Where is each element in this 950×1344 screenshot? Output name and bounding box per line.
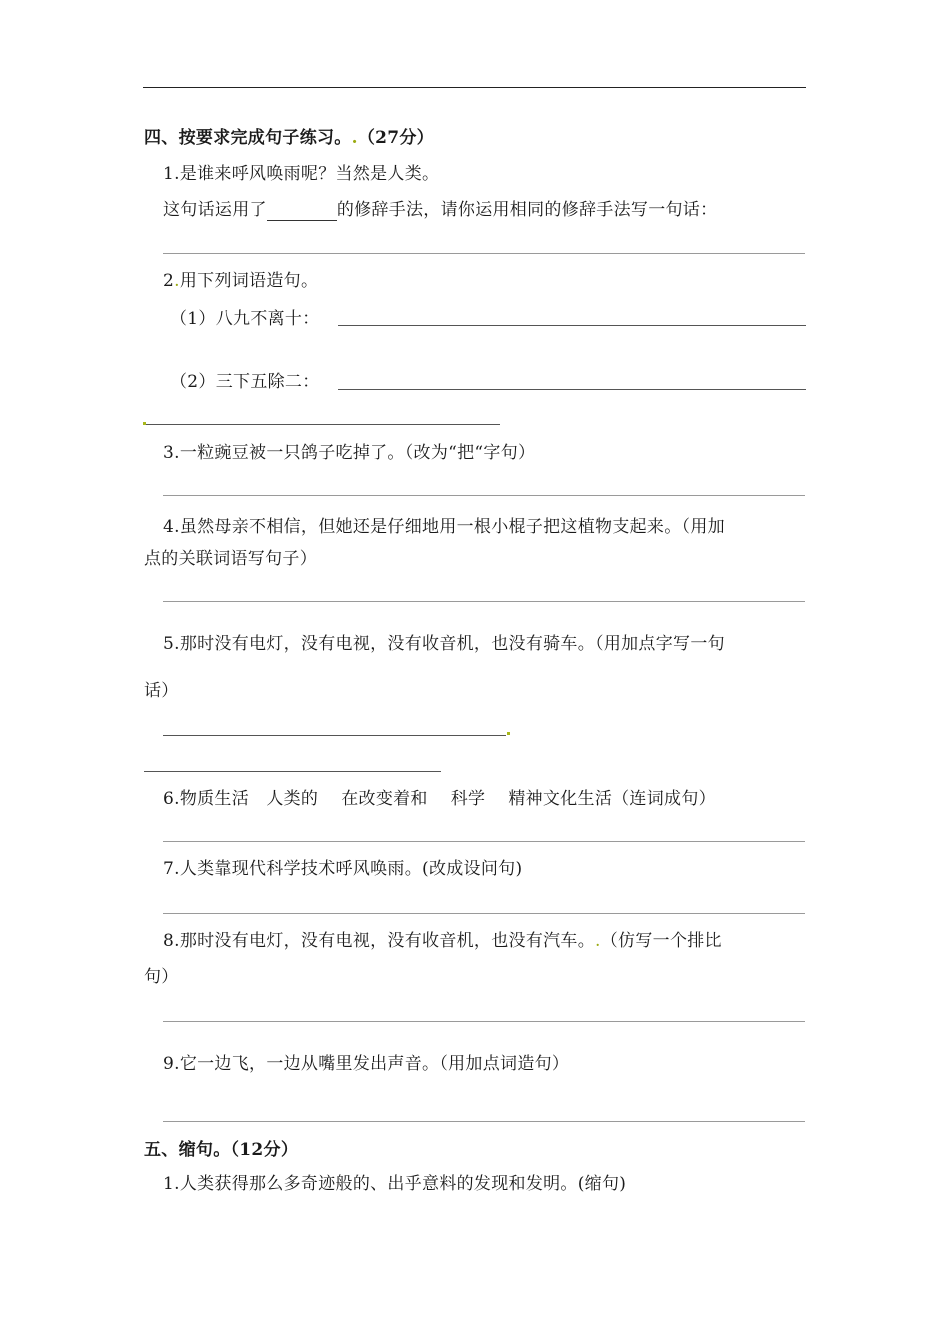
q1-instruction-b: 的修辞手法，请你运用相同的修辞手法写一句话： (336, 200, 718, 220)
q2-sub2-label: （2）三下五除二： (170, 372, 320, 392)
q1-fill-blank[interactable] (267, 204, 337, 221)
q2-sub1-label: （1）八九不离十： (170, 309, 320, 329)
q2-prompt (163, 270, 318, 292)
section4-heading (144, 127, 434, 149)
q8-prompt-line2: 句） (144, 967, 179, 987)
section4-score: （27分） (357, 128, 434, 148)
q3-prompt: 3.一粒豌豆被一只鸽子吃掉了。（改为“把“字句） (163, 443, 536, 463)
q4-prompt-line1: 4.虽然母亲不相信，但她还是仔细地用一根小棍子把这植物支起来。（用加 (163, 517, 725, 537)
q1-instruction (163, 199, 717, 221)
s5-q1-prompt: 1.人类获得那么多奇迹般的、出乎意料的发现和发明。(缩句) (163, 1174, 627, 1194)
q6-answer-line[interactable] (163, 841, 805, 842)
q4-prompt-line2: 点的关联词语写句子） (144, 549, 317, 569)
q1-answer-line[interactable] (163, 253, 805, 254)
q5-prompt-line1: 5.那时没有电灯，没有电视，没有收音机，也没有骑车。（用加点字写一句 (163, 634, 725, 654)
q1-instruction-a: 这句话运用了 (163, 200, 267, 220)
q2-sub2-answer-line-cont[interactable] (146, 424, 500, 425)
q9-answer-line[interactable] (163, 1121, 805, 1122)
q5-answer-line-cont[interactable] (144, 771, 441, 772)
q2-sub2-answer-line[interactable] (338, 389, 806, 390)
mark-dot (507, 732, 510, 735)
section5-score: （12分） (230, 1140, 299, 1160)
q8-dot: . (595, 931, 601, 951)
q4-answer-line[interactable] (163, 601, 805, 602)
q2-text: 用下列词语造句。 (179, 271, 319, 291)
section5-title: 五、缩句。 (144, 1140, 231, 1160)
q8-answer-line[interactable] (163, 1021, 805, 1022)
section4-title-dot: . (351, 128, 358, 148)
q7-prompt: 7.人类靠现代科学技术呼风唤雨。(改成设问句) (163, 859, 523, 879)
section5-heading (144, 1139, 298, 1161)
q5-prompt-line2: 话） (144, 681, 179, 701)
q9-prompt: 9.它一边飞，一边从嘴里发出声音。（用加点词造句） (163, 1054, 570, 1074)
header-rule (143, 87, 806, 88)
q5-answer-line[interactable] (163, 735, 506, 736)
q8-prompt-line1 (163, 930, 722, 952)
q1-prompt: 1.是谁来呼风唤雨呢？当然是人类。 (163, 164, 440, 184)
q6-prompt: 6.物质生活 人类的 在改变着和 科学 精神文化生活（连词成句） (163, 789, 716, 809)
section4-title: 四、按要求完成句子练习。 (144, 128, 352, 148)
q3-answer-line[interactable] (163, 495, 805, 496)
q7-answer-line[interactable] (163, 913, 805, 914)
q2-dot: . (174, 271, 180, 291)
q2-sub1-answer-line[interactable] (338, 325, 806, 326)
q2-num: 2 (163, 271, 175, 291)
q8-text-b: （仿写一个排比 (600, 931, 722, 951)
q8-text-a: 8.那时没有电灯，没有电视，没有收音机，也没有汽车。 (163, 931, 596, 951)
